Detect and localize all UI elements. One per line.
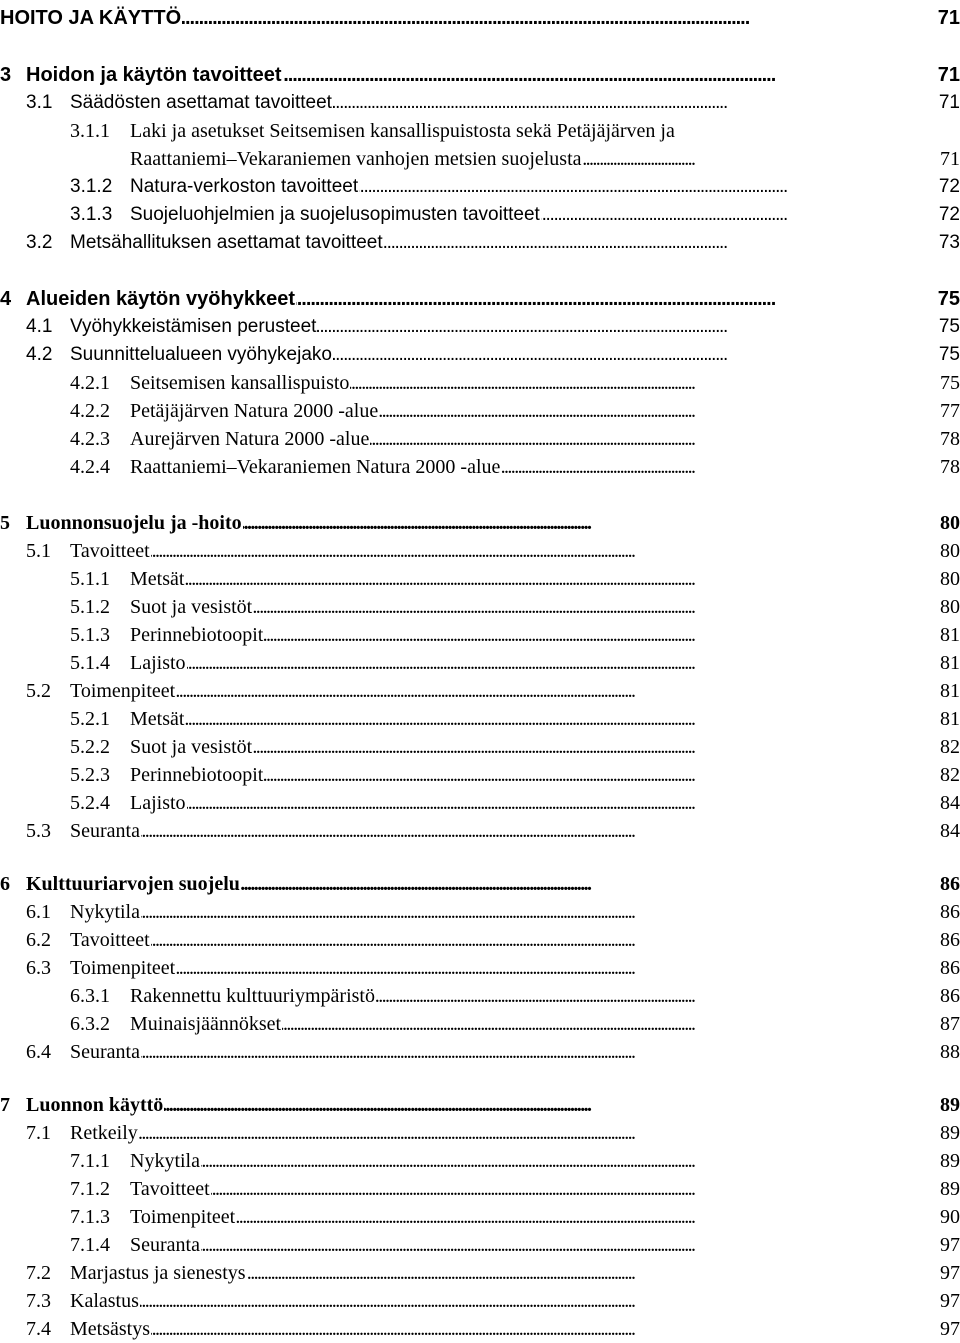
toc-entry-number: 3.1 — [26, 92, 53, 113]
toc-entry-page: 75 — [936, 285, 960, 313]
toc-entry-title: Raattaniemi–Vekaraniemen vanhojen metsien suojelusta — [130, 145, 583, 173]
toc-entry[interactable] — [0, 898, 960, 926]
toc-dot-leader — [70, 926, 960, 954]
toc-entry-number: 5 — [0, 512, 10, 534]
toc-entry-number: 6.1 — [26, 901, 51, 923]
toc-entry[interactable] — [0, 926, 960, 954]
toc-entry-title: Suojeluohjelmien ja suojelusopimusten tavoitteet — [130, 201, 541, 229]
toc-entry-number: 6.3.2 — [70, 1013, 110, 1035]
toc-entry-title: Tavoitteet — [130, 1175, 211, 1203]
toc-entry-title: Alueiden käytön vyöhykkeet — [26, 285, 296, 313]
toc-entry-title: Tavoitteet — [70, 926, 151, 954]
toc-entry-title: Toimenpiteet — [70, 677, 176, 705]
toc-entry[interactable] — [0, 1203, 960, 1231]
toc-entry[interactable] — [0, 285, 960, 313]
toc-entry-page: 97 — [938, 1259, 960, 1287]
toc-dot-leader — [70, 898, 960, 926]
toc-dot-leader — [70, 954, 960, 982]
toc-dot-leader — [130, 1203, 960, 1231]
toc-entry-page: 82 — [938, 733, 960, 761]
toc-entry[interactable] — [0, 1119, 960, 1147]
toc-entry-title: Toimenpiteet — [70, 954, 176, 982]
toc-entry-page: 89 — [938, 1147, 960, 1175]
toc-entry-title: Seitsemisen kansallispuisto — [130, 369, 350, 397]
toc-entry-number: 3.1.3 — [70, 204, 113, 225]
toc-entry-page: 73 — [937, 229, 960, 257]
toc-entry-number: 5.1.4 — [70, 652, 110, 674]
toc-entry[interactable] — [0, 117, 960, 145]
toc-entry[interactable] — [0, 705, 960, 733]
toc-entry-number: 5.2.2 — [70, 736, 110, 758]
toc-dot-leader — [26, 1091, 960, 1119]
toc-entry[interactable] — [0, 677, 960, 705]
toc-entry[interactable] — [0, 341, 960, 369]
toc-entry-number: 3.1.2 — [70, 176, 113, 197]
toc-entry-page: 81 — [938, 621, 960, 649]
toc-entry[interactable] — [0, 1315, 960, 1343]
toc-entry-page: 80 — [938, 537, 960, 565]
toc-entry-number: 5.2.1 — [70, 708, 110, 730]
toc-entry-number: 3 — [0, 64, 12, 86]
toc-dot-leader — [130, 789, 960, 817]
toc-entry-title: Metsät — [130, 705, 185, 733]
toc-entry-page: 71 — [936, 4, 960, 32]
toc-entry-page: 97 — [938, 1231, 960, 1259]
toc-entry[interactable] — [0, 1259, 960, 1287]
toc-entry[interactable] — [0, 565, 960, 593]
toc-entry-title: Perinnebiotoopit — [130, 761, 264, 789]
toc-entry[interactable] — [0, 1010, 960, 1038]
toc-entry[interactable] — [0, 453, 960, 481]
toc-dot-leader — [70, 1119, 960, 1147]
toc-entry-page: 75 — [937, 341, 960, 369]
toc-entry-page: 89 — [938, 1091, 960, 1119]
toc-entry-number: 7.4 — [26, 1318, 51, 1340]
toc-entry-number: 7.1.3 — [70, 1206, 110, 1228]
toc-dot-leader — [130, 1147, 960, 1175]
toc-entry[interactable] — [0, 229, 960, 257]
toc-entry-page: 75 — [937, 313, 960, 341]
toc-entry[interactable] — [0, 789, 960, 817]
toc-entry-page: 87 — [938, 1010, 960, 1038]
toc-entry-number: 4 — [0, 288, 12, 310]
toc-entry-page: 72 — [937, 173, 960, 201]
toc-entry[interactable] — [0, 369, 960, 397]
toc-entry-page: 84 — [938, 789, 960, 817]
toc-dot-leader — [70, 537, 960, 565]
toc-entry-page: 84 — [938, 817, 960, 845]
toc-entry-page: 89 — [938, 1175, 960, 1203]
toc-entry[interactable] — [0, 733, 960, 761]
toc-entry-title: Seuranta — [70, 817, 141, 845]
toc-entry-title: Laki ja asetukset Seitsemisen kansallispuistosta sekä Petäjäjärven ja — [130, 117, 676, 145]
toc-entry-page: 90 — [938, 1203, 960, 1231]
toc-entry[interactable] — [0, 621, 960, 649]
toc-entry-title: Nykytila — [70, 898, 141, 926]
toc-entry-page: 71 — [936, 61, 960, 89]
toc-entry-page: 97 — [938, 1287, 960, 1315]
toc-entry-title: Kulttuuriarvojen suojelu — [26, 870, 241, 898]
toc-dot-leader — [130, 1231, 960, 1259]
toc-entry[interactable] — [0, 954, 960, 982]
toc-dot-leader — [70, 1038, 960, 1066]
toc-entry-page: 72 — [937, 201, 960, 229]
toc-entry-number: 4.2.3 — [70, 428, 110, 450]
toc-entry-number: 4.2.4 — [70, 456, 110, 478]
toc-entry[interactable] — [0, 817, 960, 845]
toc-entry-title: Kalastus — [70, 1287, 140, 1315]
toc-entry-page: 86 — [938, 954, 960, 982]
toc-entry[interactable] — [0, 1287, 960, 1315]
toc-entry[interactable] — [0, 537, 960, 565]
toc-entry-number: 5.3 — [26, 820, 51, 842]
toc-entry-title: Natura-verkoston tavoitteet — [130, 173, 359, 201]
toc-entry-number: 6.2 — [26, 929, 51, 951]
toc-entry-page: 80 — [938, 593, 960, 621]
toc-entry-number: 5.2.4 — [70, 792, 110, 814]
toc-entry-title: Muinaisjäännökset — [130, 1010, 282, 1038]
toc-entry[interactable] — [0, 145, 960, 173]
toc-dot-leader — [130, 593, 960, 621]
toc-entry-page: 80 — [938, 565, 960, 593]
toc-entry-page: 71 — [938, 145, 960, 173]
toc-entry-number: 7.1.1 — [70, 1150, 110, 1172]
toc-entry[interactable] — [0, 1038, 960, 1066]
toc-entry[interactable] — [0, 509, 960, 537]
toc-entry-title: Hoidon ja käytön tavoitteet — [26, 61, 283, 89]
toc-entry-title: Petäjäjärven Natura 2000 -alue — [130, 397, 379, 425]
toc-entry-title: Suunnittelualueen vyöhykejako — [70, 341, 333, 369]
toc-entry-page: 86 — [938, 926, 960, 954]
toc-entry-number: 3.1.1 — [70, 120, 110, 142]
toc-entry[interactable] — [0, 1147, 960, 1175]
toc-entry-number: 4.2.2 — [70, 400, 110, 422]
toc-entry[interactable] — [0, 4, 960, 32]
toc-entry[interactable] — [0, 649, 960, 677]
toc-entry-title: Seuranta — [70, 1038, 141, 1066]
toc-entry-number: 7.2 — [26, 1262, 51, 1284]
toc-entry-number: 7.1 — [26, 1122, 51, 1144]
toc-entry-number: 6.3.1 — [70, 985, 110, 1007]
toc-entry-number: 7.3 — [26, 1290, 51, 1312]
toc-entry-number: 7 — [0, 1094, 10, 1116]
toc-entry-title: Säädösten asettamat tavoitteet — [70, 89, 333, 117]
toc-entry-page: 88 — [938, 1038, 960, 1066]
toc-entry-number: 5.1.1 — [70, 568, 110, 590]
toc-entry-page: 97 — [938, 1315, 960, 1343]
toc-entry-number: 3.2 — [26, 232, 53, 253]
toc-entry-title: HOITO JA KÄYTTÖ — [0, 4, 182, 32]
toc-entry-title: Suot ja vesistöt — [130, 593, 253, 621]
toc-entry-title: Rakennettu kulttuuriympäristö — [130, 982, 376, 1010]
toc-entry-number: 5.2.3 — [70, 764, 110, 786]
toc-dot-leader — [70, 817, 960, 845]
toc-entry-page: 81 — [938, 705, 960, 733]
toc-dot-leader — [70, 1287, 960, 1315]
toc-entry[interactable] — [0, 61, 960, 89]
toc-entry-title: Lajisto — [130, 789, 187, 817]
toc-entry-page: 81 — [938, 649, 960, 677]
toc-entry-number: 7.1.2 — [70, 1178, 110, 1200]
toc-entry-title: Toimenpiteet — [130, 1203, 236, 1231]
toc-entry-page: 86 — [938, 898, 960, 926]
toc-dot-leader — [70, 677, 960, 705]
toc-dot-leader — [70, 1315, 960, 1343]
toc-entry[interactable] — [0, 761, 960, 789]
toc-entry-page: 78 — [938, 453, 960, 481]
toc-entry-number: 7.1.4 — [70, 1234, 110, 1256]
toc-entry-number: 5.1.3 — [70, 624, 110, 646]
toc-entry-title: Retkeily — [70, 1119, 139, 1147]
toc-entry-page: 81 — [938, 677, 960, 705]
toc-entry-number: 6.4 — [26, 1041, 51, 1063]
toc-entry-page: 78 — [938, 425, 960, 453]
toc-entry-number: 5.2 — [26, 680, 51, 702]
toc-entry-title: Lajisto — [130, 649, 187, 677]
toc-entry[interactable] — [0, 593, 960, 621]
toc-entry-title: Tavoitteet — [70, 537, 151, 565]
toc-entry-number: 4.1 — [26, 316, 53, 337]
toc-entry[interactable] — [0, 425, 960, 453]
toc-entry-title: Marjastus ja sienestys — [70, 1259, 247, 1287]
toc-entry[interactable] — [0, 313, 960, 341]
toc-entry-title: Luonnon käyttö — [26, 1091, 164, 1119]
toc-entry-title: Metsät — [130, 565, 185, 593]
toc-entry[interactable] — [0, 870, 960, 898]
toc-dot-leader — [130, 1175, 960, 1203]
toc-entry-number: 6.3 — [26, 957, 51, 979]
toc-entry-number: 4.2.1 — [70, 372, 110, 394]
toc-entry-title: Nykytila — [130, 1147, 201, 1175]
toc-entry-page: 71 — [937, 89, 960, 117]
toc-entry-number: 4.2 — [26, 344, 53, 365]
toc-entry[interactable] — [0, 89, 960, 117]
toc-entry-page: 89 — [938, 1119, 960, 1147]
toc-entry-page: 75 — [938, 369, 960, 397]
toc-entry[interactable] — [0, 173, 960, 201]
toc-entry-title: Suot ja vesistöt — [130, 733, 253, 761]
toc-entry-page: 82 — [938, 761, 960, 789]
toc-entry-number: 5.1.2 — [70, 596, 110, 618]
toc-entry-title: Metsähallituksen asettamat tavoitteet — [70, 229, 384, 257]
toc-entry-page: 77 — [938, 397, 960, 425]
toc-entry-title: Metsästys — [70, 1315, 151, 1343]
toc-entry[interactable] — [0, 397, 960, 425]
toc-entry[interactable] — [0, 1091, 960, 1119]
toc-entry[interactable] — [0, 982, 960, 1010]
toc-entry-page: 86 — [938, 982, 960, 1010]
toc-entry-number: 6 — [0, 873, 10, 895]
toc-entry[interactable] — [0, 1175, 960, 1203]
toc-dot-leader — [130, 733, 960, 761]
toc-entry[interactable] — [0, 1231, 960, 1259]
toc-entry-title: Perinnebiotoopit — [130, 621, 264, 649]
toc-entry-title: Vyöhykkeistämisen perusteet — [70, 313, 317, 341]
toc-entry-number: 5.1 — [26, 540, 51, 562]
toc-dot-leader — [130, 705, 960, 733]
toc-dot-leader — [130, 565, 960, 593]
toc-entry[interactable] — [0, 201, 960, 229]
toc-entry-page: 86 — [938, 870, 960, 898]
toc-entry-page: 80 — [938, 509, 960, 537]
toc-entry-title: Luonnonsuojelu ja -hoito — [26, 509, 243, 537]
toc-entry-title: Seuranta — [130, 1231, 201, 1259]
toc-dot-leader — [130, 649, 960, 677]
toc-entry-title: Raattaniemi–Vekaraniemen Natura 2000 -alue — [130, 453, 501, 481]
toc-entry-title: Aurejärven Natura 2000 -alue — [130, 425, 370, 453]
